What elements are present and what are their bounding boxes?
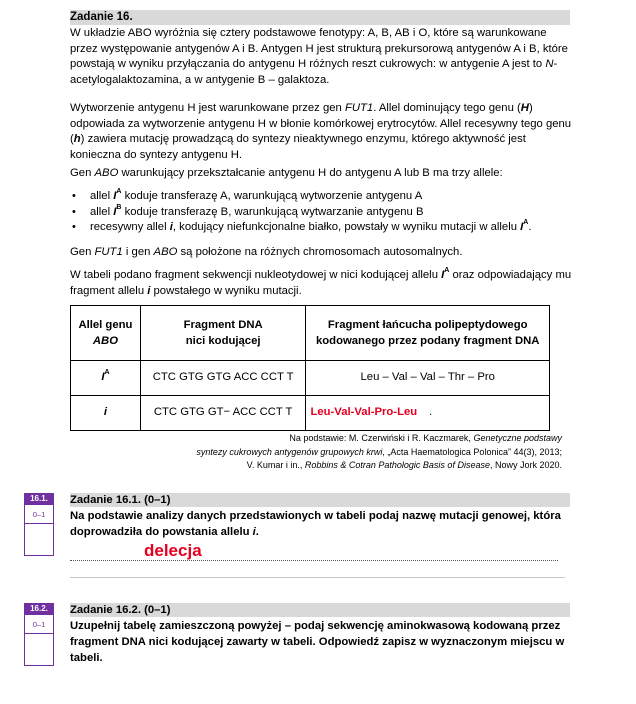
task-number-badge: 16.2.	[24, 603, 54, 614]
list-item: • recesywny allel i, kodujący niefunkcjonalne białko, powstały w wyniku mutacji w allelu $I^A$.	[70, 220, 575, 236]
points-label: 0–1	[24, 504, 54, 524]
list-item: • allel $I^A$ koduje transferazę A, warunkującą wytworzenie antygenu A	[70, 189, 575, 205]
table-row	[71, 396, 550, 431]
dna-table	[70, 305, 550, 431]
task-16-header	[70, 10, 570, 25]
row2-allele: i	[71, 396, 141, 431]
section-divider	[70, 577, 565, 578]
table-row	[71, 361, 550, 396]
row2-answer-field[interactable]: Leu-Val-Val-Pro-Leu .	[306, 396, 550, 431]
task-16-1-header: Zadanie 16.1. (0–1)	[70, 493, 570, 507]
source-citation: Na podstawie: M. Czerwiński i R. Kaczmarek, Genetyczne podstawy syntezy cukrowych antygenów grupowych krwi, „Acta Haematologica Polonica” 44(3), 2013; V. Kumar i in., Robbins & Cotran Pathologic Basis of Disease, Nowy Jork 2020.	[196, 433, 562, 470]
row2-dna: CTC GTG GT− ACC CCT T	[140, 396, 306, 431]
task-16-title: Zadanie 16.	[70, 11, 133, 23]
handwritten-answer-mutation: delecja	[144, 541, 202, 560]
score-box-16-1	[24, 493, 54, 556]
header-allele: Allel genu ABO	[71, 306, 141, 361]
abo-paragraph: Gen ABO warunkujący przekształcanie antygenu H do antygenu A lub B ma trzy allele:	[70, 167, 503, 179]
intro-paragraph: W układzie ABO wyróżnia się cztery podstawowe fenotypy: A, B, AB i O, które są warunkowane przez występowanie antygenów A i B. Antygen H jest strukturą prekursorową antygenów A i B, które powstają w wyniku przyłączania do antygenu H różnych reszt cukrowych: w antygenie A jest to N-acetylogalaktozamina, a w antygenie B – galaktoza.	[70, 27, 568, 86]
fut1-paragraph: Wytworzenie antygenu H jest warunkowane przez gen FUT1. Allel dominujący tego genu (H) odpowiada za wytworzenie antygenu H w błonie komórkowej erytrocytów. Allel recesywny tego genu (h) zawiera mutację prowadzącą do syntezy nieaktywnego enzymu, którego aktywność jest konieczna do syntezy antygenu H.	[70, 102, 572, 161]
points-label: 0–1	[24, 614, 54, 634]
header-polypeptide: Fragment łańcucha polipeptydowego kodowanego przez podany fragment DNA	[306, 306, 550, 361]
task-16-1-text: Na podstawie analizy danych przedstawionych w tabeli podaj nazwę mutacji genowej, która doprowadziła do powstania allelu i.	[70, 510, 561, 538]
row1-protein: Leu – Val – Val – Thr – Pro	[306, 361, 550, 396]
row1-dna: CTC GTG GTG ACC CCT T	[140, 361, 306, 396]
row1-allele: $I^A$	[71, 361, 141, 396]
allele-list	[70, 189, 575, 236]
handwritten-answer: Leu-Val-Val-Pro-Leu	[310, 406, 418, 419]
table-header-row	[71, 306, 550, 361]
score-field[interactable]	[24, 524, 54, 556]
task-16-2-header: Zadanie 16.2. (0–1)	[70, 603, 570, 617]
score-box-16-2	[24, 603, 54, 666]
score-field[interactable]	[24, 634, 54, 666]
table-intro-paragraph: W tabeli podano fragment sekwencji nukleotydowej w nici kodującej allelu $I^A$ oraz odpowiadający mu fragment allelu i powstałego w wyniku mutacji.	[70, 267, 572, 297]
list-item: • allel $I^B$ koduje transferazę B, warunkującą wytwarzanie antygenu B	[70, 205, 575, 221]
task-16-2-text: Uzupełnij tabelę zamieszczoną powyżej – podaj sekwencję aminokwasową kodowaną przez fragment DNA nici kodującej zawarty w tabeli. Odpowiedź zapisz w wyznaczonym miejscu w tabeli.	[70, 620, 565, 664]
chromosome-paragraph: Gen FUT1 i gen ABO są położone na różnych chromosomach autosomalnych.	[70, 246, 463, 258]
task-number-badge: 16.1.	[24, 493, 54, 504]
header-dna: Fragment DNA nici kodującej	[140, 306, 306, 361]
